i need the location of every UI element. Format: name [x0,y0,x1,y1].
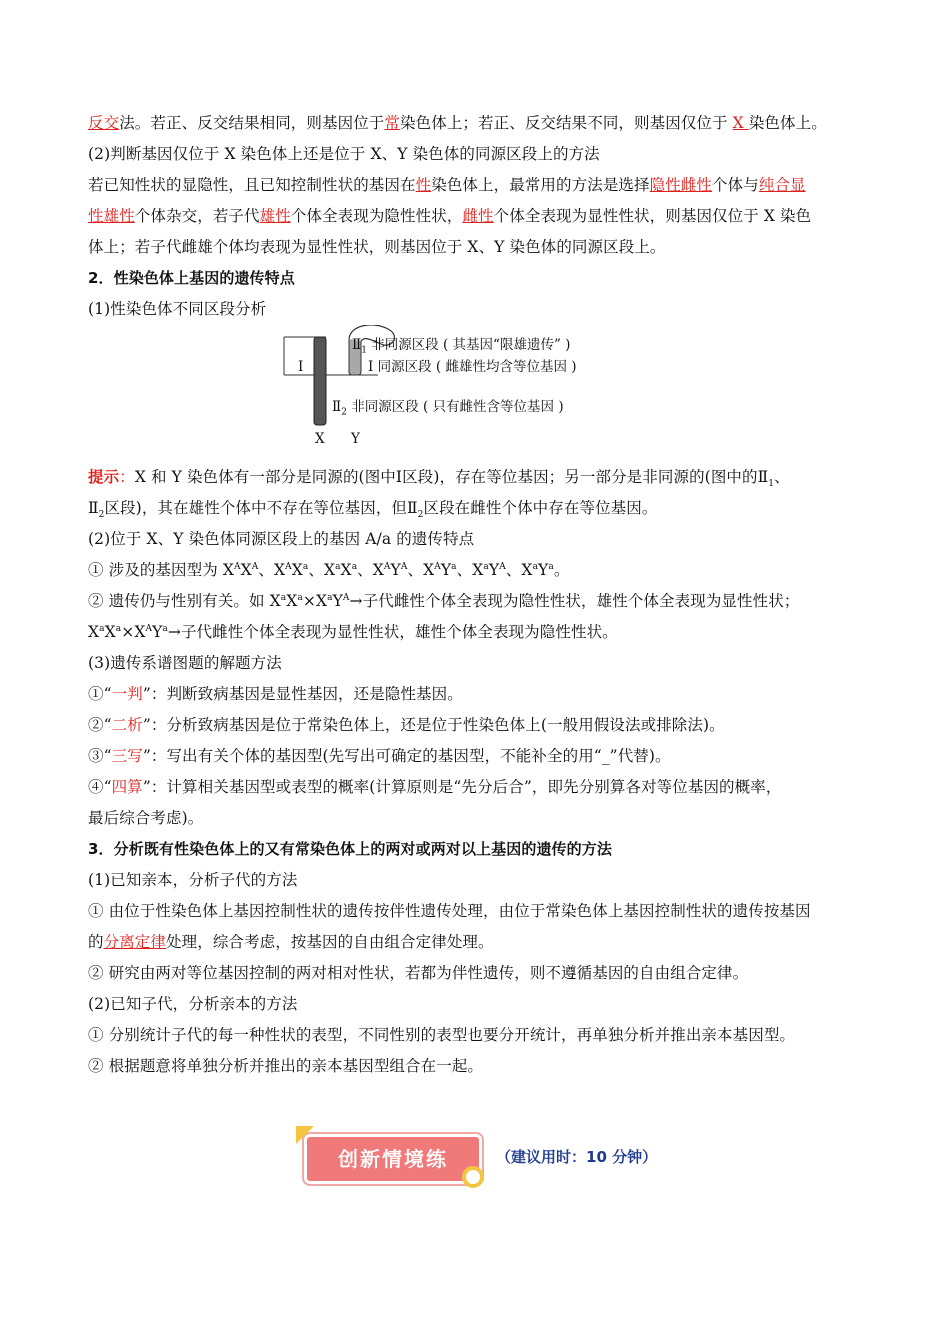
step-key: 二析 [111,716,143,734]
section-heading-3: 3．分析既有性染色体上的又有常染色体上的两对或两对以上基因的遗传的方法 [88,840,612,858]
genotype: $X^AY^A$ [372,561,408,579]
section-heading-2: 2．性染色体上基因的遗传特点 [88,269,295,287]
text: 法。若正、反交结果相同，则基因位于 [119,114,385,132]
text: 、 [505,561,522,579]
text: ： [119,468,135,486]
text: ② 遗传仍与性别有关。如 [88,592,270,610]
subheading-parents-known: (1)已知亲本，分析子代的方法 [88,871,298,889]
answer-blank: 雌性 [462,207,494,225]
label-x: X [315,431,325,447]
paragraph-reciprocal-cross [88,108,868,139]
text: 、 [456,561,473,579]
text: 、 [308,561,324,579]
subheading-offspring-known: (2)已知子代，分析亲本的方法 [88,995,298,1013]
genotype: $X^AX^a$ [273,561,309,579]
answer-blank: 常 [384,114,401,132]
step-3: ③“三写”：写出有关个体的基因型(先写出可确定的基因型，不能补全的用“_”代替)。 [88,747,671,765]
x-chromosome [314,337,326,425]
badge-corner-decoration [296,1126,314,1144]
label-segment-ii1: $Ⅱ_1$ 非同源区段 ( 其基因“限雄遗传” ) [352,337,571,356]
paragraph-rule-2: ② 研究由两对等位基因控制的两对相对性状，若都为伴性遗传，则不遵循基因的自由组合定律。 [88,964,749,982]
document-body [88,108,868,1082]
text: 、 [774,468,790,486]
text: 区段在雌性个体中存在等位基因。 [423,499,658,517]
text: 、 [357,561,373,579]
label-left-i: Ⅰ [298,359,304,375]
subheading-method-2: (2)判断基因仅位于 X 染色体上还是位于 X、Y 染色体的同源区段上的方法 [88,145,600,163]
text: →子代雌性个体全表现为隐性性状，雄性个体全表现为显性性状； [349,592,800,610]
text: 个体与 [712,176,759,194]
genotype: $X^aX^a$ [323,561,358,579]
times-sign: × [121,623,135,641]
text: 。 [553,561,570,579]
step-2: ②“二析”：分析致病基因是位于常染色体上，还是位于性染色体上(一般用假设法或排除法)。 [88,716,725,734]
cross-example-2 [88,617,868,648]
badge-box [304,1134,482,1184]
genotype: $X^aY^a$ [521,561,554,579]
step-4: ④“四算”：计算相关基因型或表型的概率(计算原则是“先分后合”，即先分别算各对等位基因的概率， [88,778,782,796]
genotype: $X^aY^A$ [472,561,506,579]
answer-blank: 纯合显 [758,176,806,194]
text: 、 [258,561,274,579]
hint-label: 提示 [88,467,120,486]
genotype: $X^aY^A$ [315,592,350,610]
text: 2 [417,510,424,521]
text: 个体全表现为隐性性状， [290,207,463,225]
label-segment-ii2: $Ⅱ_2$ 非同源区段 ( 只有雌性含等位基因 ) [332,399,564,418]
genotype: $X^AX^A$ [222,561,259,579]
text: X 和 Y 染色体有一部分是同源的(图中Ⅰ区段)，存在等位基因；另一部分是非同源的(图中的Ⅱ [134,468,769,486]
text: 染色体上，最常用的方法是选择 [431,176,650,194]
suggested-time: （建议用时：10 分钟） [496,1148,658,1166]
step-key: 三写 [111,747,143,765]
genotype-list [88,555,868,586]
text: 区段)，其在雄性个体中不存在等位基因，但Ⅱ [104,499,418,517]
answer-blank: 隐性雌性 [649,176,713,194]
text: ① 涉及的基因型为 [88,561,223,579]
text: 染色体上。 [748,114,827,132]
practice-section-badge [296,1126,716,1196]
text: Ⅱ [88,499,99,517]
answer-blank: X [732,114,749,132]
text: 个体全表现为显性性状，则基因仅位于 X 染色 [493,207,812,225]
text: →子代雌性个体全表现为显性性状，雄性个体全表现为隐性性状。 [167,623,618,641]
answer-blank: 性雄性 [88,207,135,225]
subheading-pedigree: (3)遗传系谱图题的解题方法 [88,654,282,672]
step-key: 四算 [111,778,143,796]
hint-line2 [88,493,868,524]
label-segment-i: Ⅰ 同源区段 ( 雌雄性均含等位基因 ) [368,359,577,375]
text: 1 [768,479,775,490]
genotype: $X^AY^a$ [134,623,168,641]
cross-example-1 [88,586,868,617]
label-y: Y [351,431,360,447]
text: 个体杂交，若子代 [134,207,260,225]
paragraph-rule-1: ① 由位于性染色体上基因控制性状的遗传按伴性遗传处理，由位于常染色体上基因控制性状的遗传按基因 [88,902,811,920]
badge-title: 创新情境练 [338,1147,448,1171]
step-1: ①“一判”：判断致病基因是显性基因，还是隐性基因。 [88,685,463,703]
genotype: $X^AY^a$ [423,561,457,579]
text: 2 [98,510,105,521]
paragraph-rule-3: ① 分别统计子代的每一种性状的表型，不同性别的表型也要分开统计，再单独分析并推出亲本基因型。 [88,1026,796,1044]
hint-line1 [88,461,868,493]
text: 若已知性状的显隐性，且已知控制性状的基因在 [88,176,416,194]
paragraph-rule-1-cont: 的分离定律处理，综合考虑，按基因的自由组合定律处理。 [88,933,494,951]
paragraph-rule-4: ② 根据题意将单独分析并推出的亲本基因型组合在一起。 [88,1057,484,1075]
text: 、 [407,561,424,579]
subheading-segment-analysis: (1)性染色体不同区段分析 [88,300,267,318]
sex-chromosome-diagram [88,325,868,461]
subheading-homologous: (2)位于 X、Y 染色体同源区段上的基因 A/a 的遗传特点 [88,530,475,548]
step-key: 一判 [111,685,143,703]
paragraph-method-line1 [88,170,868,201]
paragraph-method-line2 [88,201,868,232]
answer-blank: 性 [415,176,432,194]
badge-ring-decoration [462,1166,484,1188]
step-4-cont: 最后综合考虑)。 [88,809,204,827]
answer-blank: 分离定律 [103,933,167,951]
paragraph-method-line3: 体上；若子代雌雄个体均表现为显性性状，则基因位于 X、Y 染色体的同源区段上。 [88,238,666,256]
answer-blank: 雄性 [259,207,291,225]
text: 染色体上；若正、反交结果不同，则基因仅位于 [400,114,733,132]
answer-blank: 反交 [88,114,120,132]
times-sign: × [302,592,316,610]
genotype: $X^aX^a$ [269,592,303,610]
genotype: $X^aX^a$ [88,623,122,641]
